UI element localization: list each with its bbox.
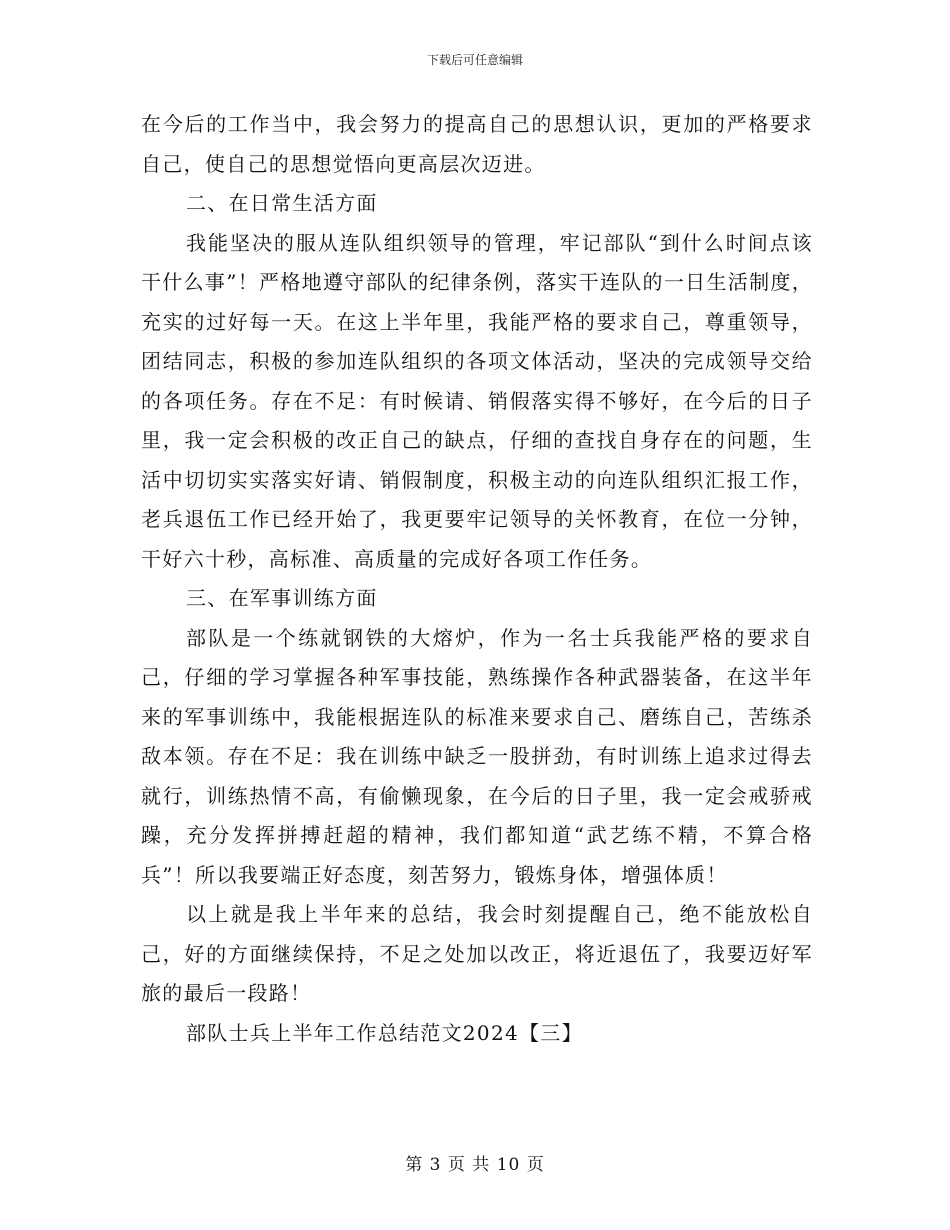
paragraph-daily-life: 我能坚决的服从连队组织领导的管理，牢记部队“到什么时间点该干什么事”！严格地遵守部队的纪律条例，落实干连队的一日生活制度，充实的过好每一天。在这上半年里，我能严格的要求自己，尊重领导，团结同志，积极的参加连队组织的各项文体活动，坚决的完成领导交给的各项任务。存在不足：有时候请、销假落实得不够好，在今后的日子里，我一定会积极的改正自己的缺点，仔细的查找自身存在的问题，生活中切切实实落实好请、销假制度，积极主动的向连队组织汇报工作，老兵退伍工作已经开始了，我更要牢记领导的关怀教育，在位一分钟，干好六十秒，高标准、高质量的完成好各项工作任务。 — [141, 230, 813, 571]
section-heading-daily-life: 二、在日常生活方面 — [186, 191, 378, 215]
document-body — [141, 105, 813, 1053]
paragraph-military-training: 部队是一个练就钢铁的大熔炉，作为一名士兵我能严格的要求自己，仔细的学习掌握各种军事技能，熟练操作各种武器装备，在这半年来的军事训练中，我能根据连队的标准来要求自己、磨练自己，苦练杀敌本领。存在不足：我在训练中缺乏一股拼劲，有时训练上追求过得去就行，训练热情不高，有偷懒现象，在今后的日子里，我一定会戒骄戒躁，充分发挥拼搏赶超的精神，我们都知道“武艺练不精，不算合格兵”！所以我要端正好态度，刻苦努力，锻炼身体，增强体质！ — [141, 625, 813, 887]
section-heading-military-training: 三、在军事训练方面 — [186, 586, 378, 610]
footer-suffix: 页 — [526, 1155, 545, 1175]
page-footer — [0, 1155, 950, 1175]
page-header: 下载后可任意编辑 — [426, 53, 523, 67]
footer-current-page: 3 — [429, 1155, 442, 1175]
footer-middle: 页 共 — [447, 1155, 491, 1175]
paragraph-conclusion: 以上就是我上半年来的总结，我会时刻提醒自己，绝不能放松自己，好的方面继续保持，不足之处加以改正，将近退伍了，我要迈好军旅的最后一段路！ — [141, 902, 813, 1005]
next-article-title: 部队士兵上半年工作总结范文2024【三】 — [186, 1020, 583, 1045]
footer-prefix: 第 — [405, 1155, 424, 1175]
paragraph-continuation: 在今后的工作当中，我会努力的提高自己的思想认识，更加的严格要求自己，使自己的思想觉悟向更高层次迈进。 — [141, 112, 813, 176]
footer-total-pages: 10 — [496, 1155, 521, 1175]
